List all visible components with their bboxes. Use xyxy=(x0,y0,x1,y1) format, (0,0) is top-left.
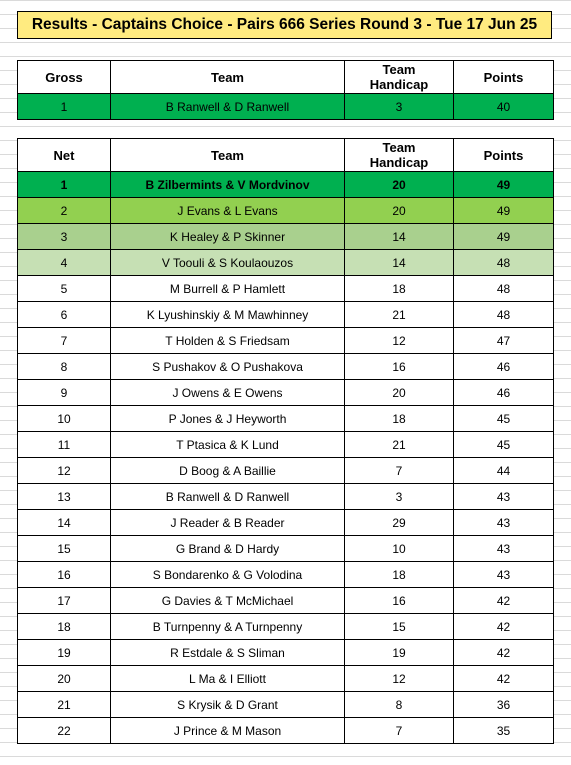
net-team-cell: V Toouli & S Koulaouzos xyxy=(111,250,345,276)
net-row xyxy=(18,510,554,536)
net-handicap-cell: 12 xyxy=(345,328,454,354)
net-team-cell: T Holden & S Friedsam xyxy=(111,328,345,354)
net-team-cell: S Bondarenko & G Volodina xyxy=(111,562,345,588)
net-handicap-cell: 15 xyxy=(345,614,454,640)
net-team-cell: T Ptasica & K Lund xyxy=(111,432,345,458)
net-handicap-cell: 16 xyxy=(345,354,454,380)
net-team-cell: R Estdale & S Sliman xyxy=(111,640,345,666)
net-points-cell: 36 xyxy=(454,692,554,718)
net-row xyxy=(18,432,554,458)
net-col-team: Team xyxy=(111,139,345,172)
gross-col-handicap: Team Handicap xyxy=(345,61,454,94)
net-points-cell: 48 xyxy=(454,302,554,328)
net-row xyxy=(18,666,554,692)
net-handicap-cell: 20 xyxy=(345,198,454,224)
net-points-cell: 45 xyxy=(454,406,554,432)
gross-col-rank: Gross xyxy=(18,61,111,94)
net-col-rank: Net xyxy=(18,139,111,172)
net-rank-cell: 3 xyxy=(18,224,111,250)
net-handicap-cell: 19 xyxy=(345,640,454,666)
net-rank-cell: 1 xyxy=(18,172,111,198)
net-points-cell: 35 xyxy=(454,718,554,744)
net-row xyxy=(18,458,554,484)
net-row xyxy=(18,380,554,406)
net-team-cell: J Reader & B Reader xyxy=(111,510,345,536)
net-points-cell: 49 xyxy=(454,172,554,198)
net-points-cell: 46 xyxy=(454,354,554,380)
net-row xyxy=(18,536,554,562)
net-handicap-cell: 8 xyxy=(345,692,454,718)
net-handicap-cell: 7 xyxy=(345,458,454,484)
net-rank-cell: 21 xyxy=(18,692,111,718)
net-handicap-cell: 12 xyxy=(345,666,454,692)
gross-points-cell: 40 xyxy=(454,94,554,120)
net-rank-cell: 4 xyxy=(18,250,111,276)
net-rank-cell: 19 xyxy=(18,640,111,666)
net-team-cell: B Zilbermints & V Mordvinov xyxy=(111,172,345,198)
net-handicap-cell: 21 xyxy=(345,302,454,328)
gross-header-row xyxy=(18,61,554,94)
net-handicap-cell: 18 xyxy=(345,276,454,302)
net-handicap-cell: 21 xyxy=(345,432,454,458)
net-row xyxy=(18,718,554,744)
net-row xyxy=(18,354,554,380)
net-rank-cell: 20 xyxy=(18,666,111,692)
net-rank-cell: 5 xyxy=(18,276,111,302)
net-points-cell: 43 xyxy=(454,536,554,562)
gross-col-team: Team xyxy=(111,61,345,94)
net-team-cell: P Jones & J Heyworth xyxy=(111,406,345,432)
net-row xyxy=(18,328,554,354)
net-points-cell: 45 xyxy=(454,432,554,458)
net-points-cell: 46 xyxy=(454,380,554,406)
net-points-cell: 43 xyxy=(454,562,554,588)
net-col-points: Points xyxy=(454,139,554,172)
net-rank-cell: 11 xyxy=(18,432,111,458)
net-points-cell: 43 xyxy=(454,510,554,536)
net-row xyxy=(18,614,554,640)
gross-results-table xyxy=(17,60,554,120)
gross-row xyxy=(18,94,554,120)
net-handicap-cell: 16 xyxy=(345,588,454,614)
gross-rank-cell: 1 xyxy=(18,94,111,120)
net-points-cell: 42 xyxy=(454,614,554,640)
gross-team-cell: B Ranwell & D Ranwell xyxy=(111,94,345,120)
net-handicap-cell: 18 xyxy=(345,406,454,432)
net-team-cell: S Pushakov & O Pushakova xyxy=(111,354,345,380)
net-points-cell: 43 xyxy=(454,484,554,510)
net-row xyxy=(18,692,554,718)
net-rank-cell: 9 xyxy=(18,380,111,406)
net-handicap-cell: 18 xyxy=(345,562,454,588)
net-rank-cell: 13 xyxy=(18,484,111,510)
net-team-cell: K Healey & P Skinner xyxy=(111,224,345,250)
net-rank-cell: 6 xyxy=(18,302,111,328)
net-rank-cell: 15 xyxy=(18,536,111,562)
net-team-cell: J Prince & M Mason xyxy=(111,718,345,744)
net-points-cell: 42 xyxy=(454,588,554,614)
net-handicap-cell: 20 xyxy=(345,172,454,198)
net-points-cell: 49 xyxy=(454,198,554,224)
net-rank-cell: 17 xyxy=(18,588,111,614)
net-handicap-cell: 14 xyxy=(345,224,454,250)
gross-handicap-cell: 3 xyxy=(345,94,454,120)
net-points-cell: 47 xyxy=(454,328,554,354)
net-team-cell: G Brand & D Hardy xyxy=(111,536,345,562)
net-team-cell: B Turnpenny & A Turnpenny xyxy=(111,614,345,640)
net-rank-cell: 2 xyxy=(18,198,111,224)
net-team-cell: M Burrell & P Hamlett xyxy=(111,276,345,302)
net-row xyxy=(18,172,554,198)
net-col-handicap: Team Handicap xyxy=(345,139,454,172)
net-rank-cell: 16 xyxy=(18,562,111,588)
net-handicap-cell: 20 xyxy=(345,380,454,406)
net-rank-cell: 10 xyxy=(18,406,111,432)
net-row xyxy=(18,484,554,510)
net-team-cell: S Krysik & D Grant xyxy=(111,692,345,718)
net-rank-cell: 7 xyxy=(18,328,111,354)
net-points-cell: 42 xyxy=(454,640,554,666)
net-rank-cell: 18 xyxy=(18,614,111,640)
net-points-cell: 48 xyxy=(454,276,554,302)
net-points-cell: 42 xyxy=(454,666,554,692)
net-row xyxy=(18,198,554,224)
net-results-table xyxy=(17,138,554,744)
net-handicap-cell: 14 xyxy=(345,250,454,276)
net-row xyxy=(18,562,554,588)
net-points-cell: 48 xyxy=(454,250,554,276)
net-team-cell: J Owens & E Owens xyxy=(111,380,345,406)
net-team-cell: L Ma & I Elliott xyxy=(111,666,345,692)
gross-col-points: Points xyxy=(454,61,554,94)
net-row xyxy=(18,224,554,250)
net-row xyxy=(18,250,554,276)
net-row xyxy=(18,588,554,614)
net-points-cell: 49 xyxy=(454,224,554,250)
net-row xyxy=(18,406,554,432)
net-header-row xyxy=(18,139,554,172)
net-rank-cell: 22 xyxy=(18,718,111,744)
net-handicap-cell: 3 xyxy=(345,484,454,510)
net-rank-cell: 14 xyxy=(18,510,111,536)
net-team-cell: J Evans & L Evans xyxy=(111,198,345,224)
net-row xyxy=(18,640,554,666)
net-handicap-cell: 7 xyxy=(345,718,454,744)
net-row xyxy=(18,276,554,302)
net-team-cell: D Boog & A Baillie xyxy=(111,458,345,484)
net-team-cell: K Lyushinskiy & M Mawhinney xyxy=(111,302,345,328)
net-row xyxy=(18,302,554,328)
net-points-cell: 44 xyxy=(454,458,554,484)
net-team-cell: G Davies & T McMichael xyxy=(111,588,345,614)
net-rank-cell: 12 xyxy=(18,458,111,484)
net-handicap-cell: 29 xyxy=(345,510,454,536)
results-title: Results - Captains Choice - Pairs 666 Series Round 3 - Tue 17 Jun 25 xyxy=(17,11,552,39)
net-handicap-cell: 10 xyxy=(345,536,454,562)
net-team-cell: B Ranwell & D Ranwell xyxy=(111,484,345,510)
net-rank-cell: 8 xyxy=(18,354,111,380)
